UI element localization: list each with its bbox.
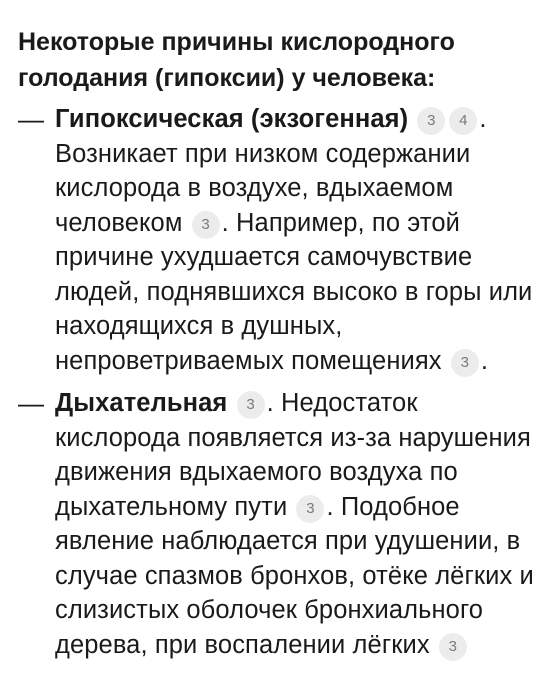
term-hypoxic: Гипоксическая (экзогенная) [55,105,409,133]
list-item-body [55,386,542,662]
list-item-respiratory [18,386,542,662]
source-ref-badge[interactable]: 3 [296,495,324,523]
item-text: . Недостаток кислорода появляется из-за нарушения движения вдыхаемого воздуха по дыхательному пути [55,389,531,521]
list-bullet: — [18,388,44,418]
source-ref-badge[interactable]: 3 [451,349,479,377]
source-ref-badge[interactable]: 3 [192,211,220,239]
source-ref-badge[interactable]: 3 [417,107,445,135]
list-item-body [55,102,542,378]
source-ref-badge[interactable]: 3 [237,391,265,419]
term-respiratory: Дыхательная [55,389,228,417]
item-text: . [480,346,488,375]
clipped-previous-line [16,0,23,17]
source-ref-badge[interactable]: 3 [439,633,467,661]
item-text: . Например, по этой причине ухудшается самочувствие людей, поднявшихся высоко в горы или находящихся в душных, непроветриваемых помещениях [55,208,533,375]
source-ref-badge[interactable]: 4 [449,107,477,135]
item-text: . Подобное явление наблюдается при удушении, в случае спазмов бронхов, отёке лёгких и слизистых оболочек бронхиального дерева, при воспалении лёгких [55,492,534,659]
section-heading: Некоторые причины кислородного голодания (гипоксии) у человека: [18,28,455,92]
item-text: . Возникает при низком содержании кислорода в воздухе, вдыхаемом человеком [55,105,487,237]
list-item-hypoxic [18,102,542,378]
list-bullet: — [18,104,44,134]
